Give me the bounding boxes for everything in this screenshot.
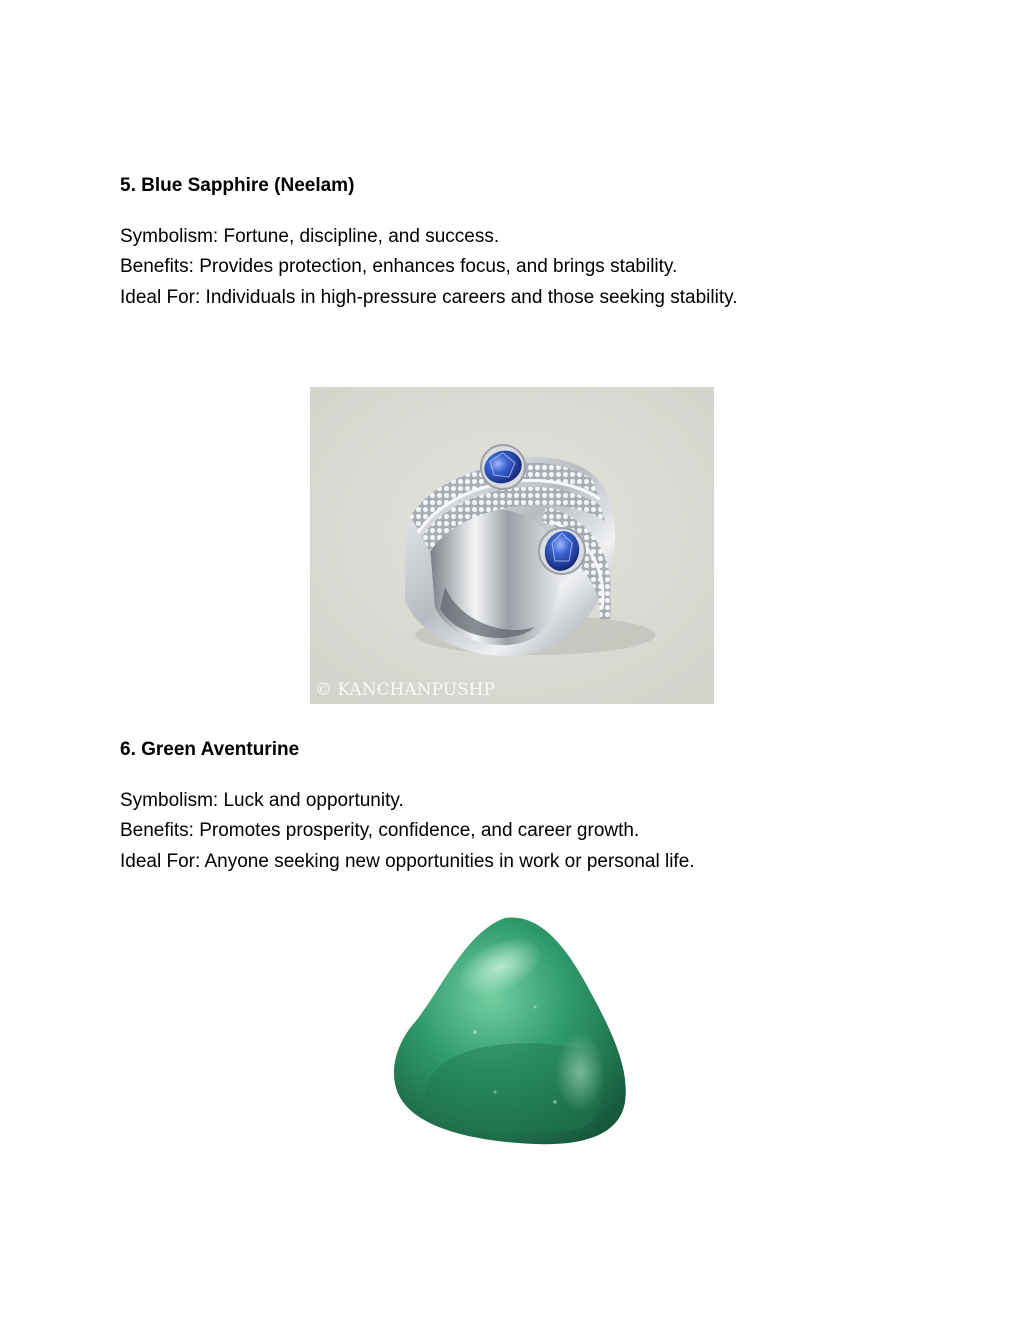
blue-sapphire-ideal-for: Ideal For: Individuals in high-pressure careers and those seeking stability. (120, 287, 738, 308)
svg-text:© KANCHANPUSHP: © KANCHANPUSHP (315, 680, 495, 700)
blue-sapphire-symbolism: Symbolism: Fortune, discipline, and success. (120, 226, 500, 247)
green-aventurine-stone-image (385, 912, 635, 1150)
green-aventurine-ideal-for: Ideal For: Anyone seeking new opportunities in work or personal life. (120, 851, 695, 872)
section-heading-blue-sapphire: 5. Blue Sapphire (Neelam) (120, 175, 355, 196)
blue-sapphire-benefits: Benefits: Provides protection, enhances focus, and brings stability. (120, 256, 678, 277)
green-aventurine-benefits: Benefits: Promotes prosperity, confidence, and career growth. (120, 820, 640, 841)
green-aventurine-symbolism: Symbolism: Luck and opportunity. (120, 790, 404, 811)
section-heading-green-aventurine: 6. Green Aventurine (120, 739, 300, 760)
blue-sapphire-ring-image (310, 387, 714, 704)
